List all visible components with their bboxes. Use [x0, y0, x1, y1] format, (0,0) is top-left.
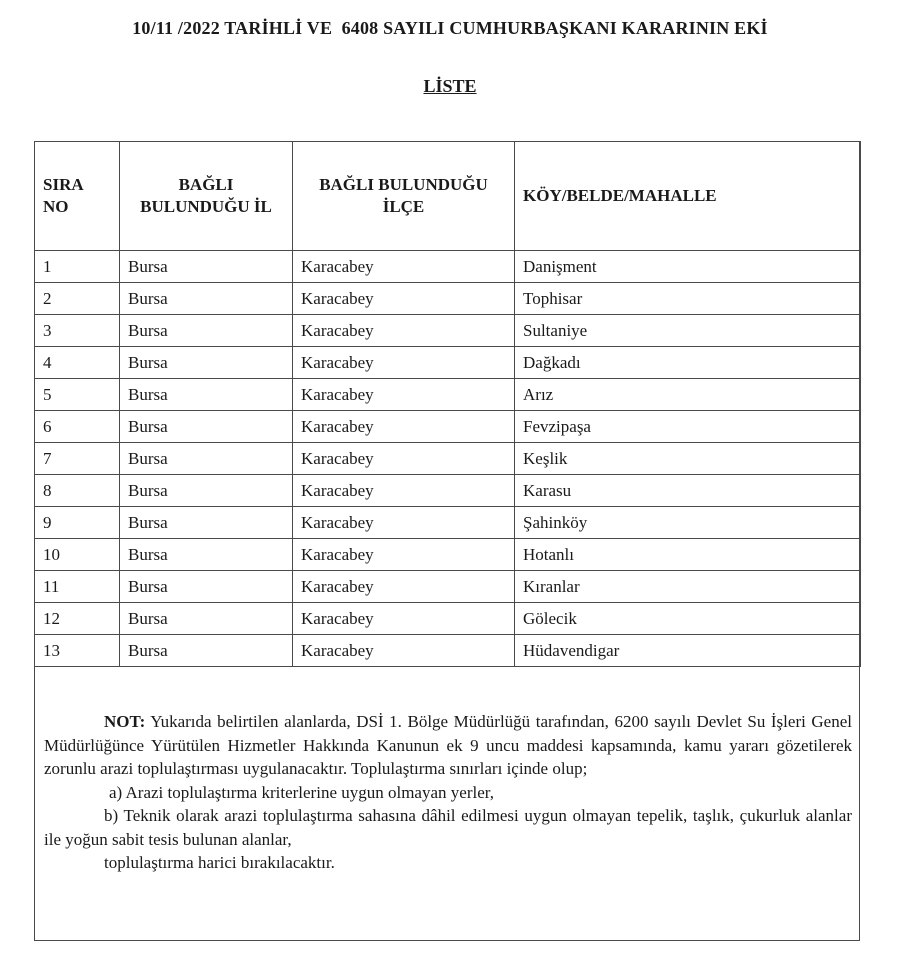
cell-ilce: Karacabey: [293, 635, 515, 667]
cell-koy: Arız: [515, 379, 861, 411]
cell-koy: Keşlik: [515, 443, 861, 475]
cell-il: Bursa: [120, 283, 293, 315]
document-title: 10/11 /2022 TARİHLİ VE 6408 SAYILI CUMHURBAŞKANI KARARININ EKİ: [132, 18, 768, 38]
cell-sira-no: 10: [35, 539, 120, 571]
cell-sira-no: 8: [35, 475, 120, 507]
table-row: [35, 507, 861, 539]
cell-il: Bursa: [120, 603, 293, 635]
table-row: [35, 571, 861, 603]
cell-il: Bursa: [120, 571, 293, 603]
cell-ilce: Karacabey: [293, 475, 515, 507]
cell-il: Bursa: [120, 411, 293, 443]
table-row: [35, 475, 861, 507]
cell-il: Bursa: [120, 475, 293, 507]
cell-koy: Tophisar: [515, 283, 861, 315]
cell-ilce: Karacabey: [293, 379, 515, 411]
cell-il: Bursa: [120, 315, 293, 347]
note-paragraph: [44, 710, 852, 781]
cell-ilce: Karacabey: [293, 507, 515, 539]
cell-ilce: Karacabey: [293, 347, 515, 379]
cell-il: Bursa: [120, 635, 293, 667]
cell-sira-no: 7: [35, 443, 120, 475]
table-row: [35, 603, 861, 635]
table-row: [35, 411, 861, 443]
cell-sira-no: 12: [35, 603, 120, 635]
cell-ilce: Karacabey: [293, 443, 515, 475]
cell-il: Bursa: [120, 251, 293, 283]
cell-ilce: Karacabey: [293, 571, 515, 603]
header-il: BAĞLI BULUNDUĞU İL: [120, 142, 293, 251]
header-ilce: BAĞLI BULUNDUĞU İLÇE: [293, 142, 515, 251]
note-item-b: b) Teknik olarak arazi toplulaştırma sahasına dâhil edilmesi uygun olmayan tepelik, taşlık, çukurluk alanlar ile yoğun sabit tesis bulunan alanlar,: [44, 806, 852, 849]
cell-koy: Dağkadı: [515, 347, 861, 379]
cell-koy: Sultaniye: [515, 315, 861, 347]
cell-sira-no: 13: [35, 635, 120, 667]
note-closing: toplulaştırma harici bırakılacaktır.: [104, 853, 335, 872]
note-text: Yukarıda belirtilen alanlarda, DSİ 1. Bölge Müdürlüğü tarafından, 6200 sayılı Devlet Su İşleri Genel Müdürlüğünce Yürütülen Hizmetler Hakkında Kanunun ek 9 uncu maddesi kapsamında, kamu yararı gözetilerek zorunlu arazi toplulaştırması uygulanacaktır. Toplulaştırma sınırları içinde olup;: [44, 712, 852, 778]
note-label: NOT:: [104, 712, 146, 731]
table-row: [35, 315, 861, 347]
cell-koy: Hüdavendigar: [515, 635, 861, 667]
cell-sira-no: 1: [35, 251, 120, 283]
table-row: [35, 443, 861, 475]
cell-koy: Gölecik: [515, 603, 861, 635]
cell-ilce: Karacabey: [293, 251, 515, 283]
cell-sira-no: 11: [35, 571, 120, 603]
cell-ilce: Karacabey: [293, 539, 515, 571]
cell-koy: Şahinköy: [515, 507, 861, 539]
cell-sira-no: 6: [35, 411, 120, 443]
table-row: [35, 379, 861, 411]
table-body: [35, 251, 861, 667]
cell-sira-no: 3: [35, 315, 120, 347]
note-section: [44, 710, 852, 875]
document-subtitle: LİSTE: [423, 76, 477, 96]
cell-ilce: Karacabey: [293, 315, 515, 347]
table-header-row: [35, 142, 861, 251]
table-row: [35, 283, 861, 315]
table-row: [35, 635, 861, 667]
table-row: [35, 539, 861, 571]
header-sira-no: SIRA NO: [35, 142, 120, 251]
cell-il: Bursa: [120, 443, 293, 475]
header-koy-belde-mahalle: KÖY/BELDE/MAHALLE: [515, 142, 861, 251]
cell-koy: Karasu: [515, 475, 861, 507]
cell-koy: Fevzipaşa: [515, 411, 861, 443]
table-row: [35, 347, 861, 379]
cell-ilce: Karacabey: [293, 411, 515, 443]
note-item-a: a) Arazi toplulaştırma kriterlerine uygun olmayan yerler,: [109, 782, 494, 802]
cell-il: Bursa: [120, 539, 293, 571]
cell-il: Bursa: [120, 379, 293, 411]
cell-sira-no: 4: [35, 347, 120, 379]
cell-ilce: Karacabey: [293, 283, 515, 315]
cell-koy: Kıranlar: [515, 571, 861, 603]
table-row: [35, 251, 861, 283]
cell-sira-no: 2: [35, 283, 120, 315]
cell-sira-no: 5: [35, 379, 120, 411]
list-table: [34, 141, 861, 667]
cell-il: Bursa: [120, 507, 293, 539]
cell-koy: Danişment: [515, 251, 861, 283]
cell-koy: Hotanlı: [515, 539, 861, 571]
cell-sira-no: 9: [35, 507, 120, 539]
cell-ilce: Karacabey: [293, 603, 515, 635]
cell-il: Bursa: [120, 347, 293, 379]
